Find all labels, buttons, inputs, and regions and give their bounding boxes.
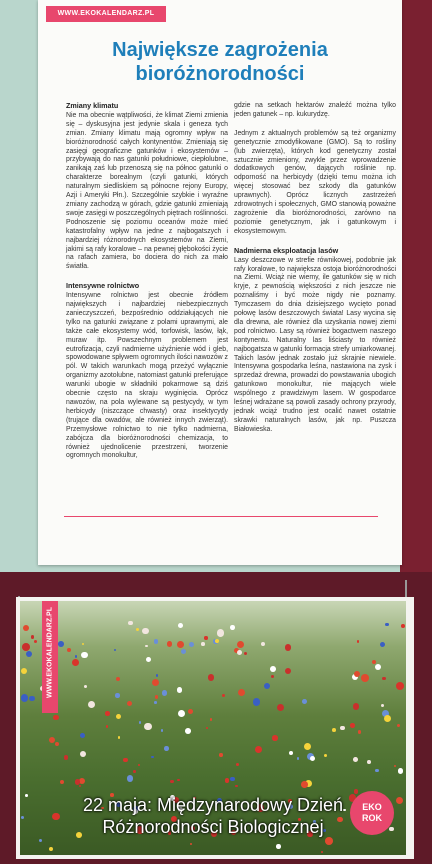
flower-dot	[222, 694, 225, 697]
lower-poster	[16, 597, 414, 859]
flower-dot	[238, 689, 245, 696]
left-column	[66, 102, 228, 471]
flower-dot	[354, 671, 360, 677]
section-body-forests: Lasy deszczowe w strefie równikowej, podobnie jak rafy koralowe, to największa ostoja bioróżnorodności na Ziemi. Wciąż nie wiemy, ile gatunków się w nich kryje, z pewnością większości z nich jeszcze nie poznaliśmy i być może nigdy nie poznamy. Tymczasem do dnia dzisiejszego wycięto ponad połowę lasów deszczowych świata! Lasy wycina się dla drewna, ale również dla uzyskania nowej ziemi pod rolnictwo. Lasy są również bogactwem naszego kontynentu. Naturalny las liściasty to również najbogatsza w gatunki formacja strefy umiarkowanej. Takich lasów jednak zostało już skrajnie niewiele. Intensywna gospodarka leśna, nastawiona na zysk i sprzedaż drewna, prowadzi do powstawania ubogich gatunkowo monokultur, nie mających wiele wspólnego z prawdziwym lasem. W gospodarce leśnej wdrażane są powoli zasady ochrony przyrody, jednak wciąż trudno jest ocalić nawet ostatnie skrawki naturalnych lasów, jak np. Puszcza Białowieska.	[234, 256, 396, 433]
section-body-gmo: Jednym z aktualnych problemów są też organizmy genetycznie zmodyfikowane (GMO). Są to rośliny (lub zwierzęta), których kod genetyczny został sztucznie zmieniony, zwykle przez wprowadzenie dodatkowych genów, dających roślinie np. odporność na herbicydy (dzięki temu można ich więcej stosować bez szkody dla gatunków uprawnych). Oprócz licznych zastrzeżeń zdrowotnych i społecznych, GMO stanowią poważne zagrożenie dla bioróżnorodności, zarówno na poziomie genetycznym, jak i gatunkowym i ekosystemowym.	[234, 129, 396, 235]
flower-dot	[261, 642, 265, 646]
flower-dot	[177, 641, 184, 648]
flower-dot	[244, 652, 248, 656]
flower-dot	[237, 650, 242, 655]
flower-dot	[67, 648, 71, 652]
flower-dot	[178, 710, 185, 717]
flower-dot	[321, 851, 323, 853]
flower-dot	[161, 729, 163, 731]
flower-dot	[64, 755, 69, 760]
flower-dot	[162, 690, 168, 696]
flower-dot	[138, 764, 140, 766]
flower-dot	[21, 668, 27, 674]
flower-dot	[396, 682, 404, 690]
caption-line-1: 22 maja: Międzynarodowy Dzień	[82, 795, 344, 815]
flower-dot	[401, 624, 405, 628]
flower-dot	[26, 651, 32, 657]
flower-dot	[55, 742, 59, 746]
ekorok-logo-badge	[350, 791, 394, 835]
flower-dot	[81, 652, 87, 658]
flower-dot	[271, 675, 274, 678]
flower-dot	[381, 704, 384, 707]
flower-dot	[264, 683, 270, 689]
flower-dot	[60, 780, 64, 784]
flower-dot	[255, 746, 262, 753]
flower-dot	[152, 679, 159, 686]
flower-dot	[272, 735, 278, 741]
flower-dot	[167, 641, 173, 647]
flower-dot	[75, 779, 81, 785]
site-url-side-label: WWW.EKOKALENDARZ.PL	[46, 607, 54, 698]
badge-line-1: EKO	[362, 802, 382, 812]
flower-dot	[105, 711, 109, 715]
flower-dot	[145, 645, 148, 648]
flower-dot	[178, 623, 183, 628]
flower-dot	[164, 746, 169, 751]
wildflower-meadow-photo	[20, 601, 406, 855]
bottom-divider	[64, 516, 378, 517]
flower-dot	[156, 674, 158, 676]
flower-dot	[385, 623, 389, 627]
badge-line-2: ROK	[362, 813, 382, 823]
flower-dot	[310, 756, 315, 761]
flower-dot	[394, 765, 396, 767]
flower-dot	[302, 699, 307, 704]
caption-line-2: Różnorodności Biologicznej	[102, 817, 324, 837]
flower-dot	[270, 666, 276, 672]
flower-dot	[80, 751, 86, 757]
flower-dot	[23, 625, 29, 631]
flower-dot	[225, 778, 230, 783]
flower-dot	[230, 625, 235, 630]
section-body-agriculture: Intensywne rolnictwo jest obecnie źródłem największych i najbardziej niebezpiecznych zanieczyszczeń, bezpośrednio oddziałujących nie tylko na gatunki związane z polami uprawnymi, ale także całe ekosystemy wód, torfowisk, lasów, łąk, muraw itp. Powszechnym problemem jest eutrofizacja, czyli nadmierne użyźnienie wód i gleb, spowodowane spływem ogromnych ilości nawozów z pól. W takich warunkach mogą przeżyć wyłącznie organizmy azotolubne, natomiast gatunki preferujące warunki ubogie w składniki pokarmowe są dziś obecnie często na skraju wyginięcia. Oprócz nawozów, na pola wylewane są pestycydy, w tym herbicydy (niszczące chwasty) oraz insektycydy (trujące dla owadów, ale również innych zwierząt). Przemysłowe rolnictwo to nie tylko nadmierna, zabójcza dla bioróżnorodności chemizacja, to również ujednolicenie przestrzeni, tworzenie ogromnych monokultur,	[66, 292, 229, 460]
flower-dot	[123, 758, 127, 762]
flower-dot	[82, 643, 84, 645]
flower-dot	[332, 728, 336, 732]
flower-dot	[353, 703, 359, 709]
flower-dot	[80, 733, 85, 738]
flower-dot	[39, 839, 42, 842]
upper-poster	[38, 0, 402, 565]
site-url-tab: WWW.EKOKALENDARZ.PL	[46, 6, 166, 22]
flower-dot	[106, 725, 109, 728]
flower-dot	[181, 649, 186, 654]
flower-dot	[397, 724, 400, 727]
flower-dot	[353, 757, 358, 762]
flower-dot	[236, 763, 239, 766]
flower-dot	[217, 629, 225, 637]
flower-dot	[155, 695, 159, 699]
flower-dot	[340, 726, 345, 731]
flower-dot	[34, 640, 37, 643]
flower-dot	[139, 721, 142, 724]
flower-dot	[382, 677, 385, 680]
flower-dot	[146, 657, 151, 662]
flower-dot	[289, 751, 293, 755]
flower-dot	[285, 644, 292, 651]
flower-dot	[201, 642, 205, 646]
flower-dot	[53, 715, 59, 721]
flower-dot	[144, 723, 152, 731]
flower-dot	[49, 737, 55, 743]
flower-dot	[304, 743, 311, 750]
flower-dot	[398, 768, 403, 773]
right-column	[234, 102, 396, 445]
site-url-side-tab	[42, 601, 58, 713]
flower-dot	[84, 685, 87, 688]
flower-dot	[22, 643, 30, 651]
flower-dot	[375, 769, 379, 773]
flower-dot	[128, 621, 132, 625]
section-heading-climate: Zmiany klimatu	[66, 101, 119, 110]
flower-dot	[136, 628, 139, 631]
flower-dot	[361, 674, 369, 682]
flower-dot	[235, 785, 237, 787]
flower-dot	[31, 635, 35, 639]
flower-dot	[375, 664, 381, 670]
flower-dot	[72, 659, 79, 666]
flower-dot	[116, 677, 120, 681]
flower-dot	[79, 785, 81, 787]
flower-dot	[170, 780, 173, 783]
flower-dot	[185, 728, 191, 734]
flower-dot	[208, 674, 214, 680]
flower-dot	[154, 701, 156, 703]
flower-dot	[133, 770, 136, 773]
flower-dot	[115, 693, 119, 697]
flower-dot	[367, 760, 371, 764]
flower-dot	[29, 696, 34, 701]
section-heading-forests: Nadmierna eksploatacja lasów	[234, 245, 339, 255]
flower-dot	[210, 718, 213, 721]
flower-dot	[189, 642, 195, 648]
flower-dot	[384, 715, 391, 722]
flower-dot	[219, 753, 222, 756]
flower-dot	[237, 641, 244, 648]
flower-dot	[204, 636, 207, 639]
flower-dot	[215, 639, 219, 643]
poster-clip-right	[405, 580, 407, 598]
flower-dot	[301, 781, 308, 788]
flower-dot	[116, 714, 121, 719]
flower-dot	[354, 789, 358, 793]
flower-dot	[324, 754, 327, 757]
flower-dot	[276, 844, 281, 849]
section-heading-agriculture: Intensywne rolnictwo	[66, 281, 140, 291]
flower-dot	[380, 642, 385, 647]
section-body-climate: Nie ma obecnie wątpliwości, że klimat Ziemi zmienia się – dyskusyjna jest jedynie skala i geneza tych zmian. Zmiany klimatu mają ogromny wpływ na bioróżnorodność całych kontynentów. Zmieniają się zasięgi geograficzne gatunków i ekosystemów – przybywają do nas gatunki południowe, ciepłolubne, zanikają zaś lub przenoszą się na północ gatunki o charakterze borealnym (czyli gatunki, których naturalnym siedliskiem są północne rejony Europy, Azji i Ameryki Płn.). Szczególnie szybkie i wyraźne zmiany zachodzą w górach, gdzie gatunki zmieniają swoje zasięgi w poszczególnych piętrach roślinności. Podnoszenie się poziomu oceanów może mieć katastrofalny wpływ na jedne z najbogatszych i najbardziej różnorodnych ekosystemów na Ziemi, jakimi są rafy koralowe – na pewnej głębokości życie na rafach zamiera, bo dociera do nich za mało światła.	[66, 111, 228, 271]
flower-dot	[21, 694, 29, 702]
flower-dot	[75, 655, 77, 657]
flower-dot	[177, 779, 179, 781]
flower-dot	[350, 723, 355, 728]
section-body-continued: gdzie na setkach hektarów znaleźć można tylko jeden gatunek – np. kukurydzę.	[234, 102, 396, 118]
flower-dot	[297, 757, 300, 760]
flower-dot	[253, 698, 261, 706]
flower-dot	[58, 641, 64, 647]
flower-dot	[114, 649, 116, 651]
flower-dot	[230, 777, 235, 782]
flower-dot	[190, 843, 193, 846]
flower-dot	[142, 628, 148, 634]
flower-dot	[325, 837, 333, 845]
wall-curtain	[400, 0, 432, 572]
flower-dot	[151, 756, 153, 758]
flower-dot	[127, 701, 132, 706]
flower-dot	[188, 709, 193, 714]
flower-dot	[127, 775, 134, 782]
flower-dot	[357, 640, 359, 642]
flower-dot	[177, 687, 183, 693]
flower-dot	[88, 701, 95, 708]
flower-dot	[118, 736, 120, 738]
flower-dot	[206, 727, 208, 729]
flower-dot	[154, 639, 158, 643]
title-line-2: bioróżnorodności	[135, 63, 305, 85]
title-line-1: Największe zagrożenia	[112, 39, 328, 61]
flower-dot	[358, 730, 361, 733]
flower-dot	[277, 704, 284, 711]
flower-dot	[49, 847, 54, 852]
poster-title	[58, 38, 382, 86]
flower-dot	[285, 668, 292, 675]
